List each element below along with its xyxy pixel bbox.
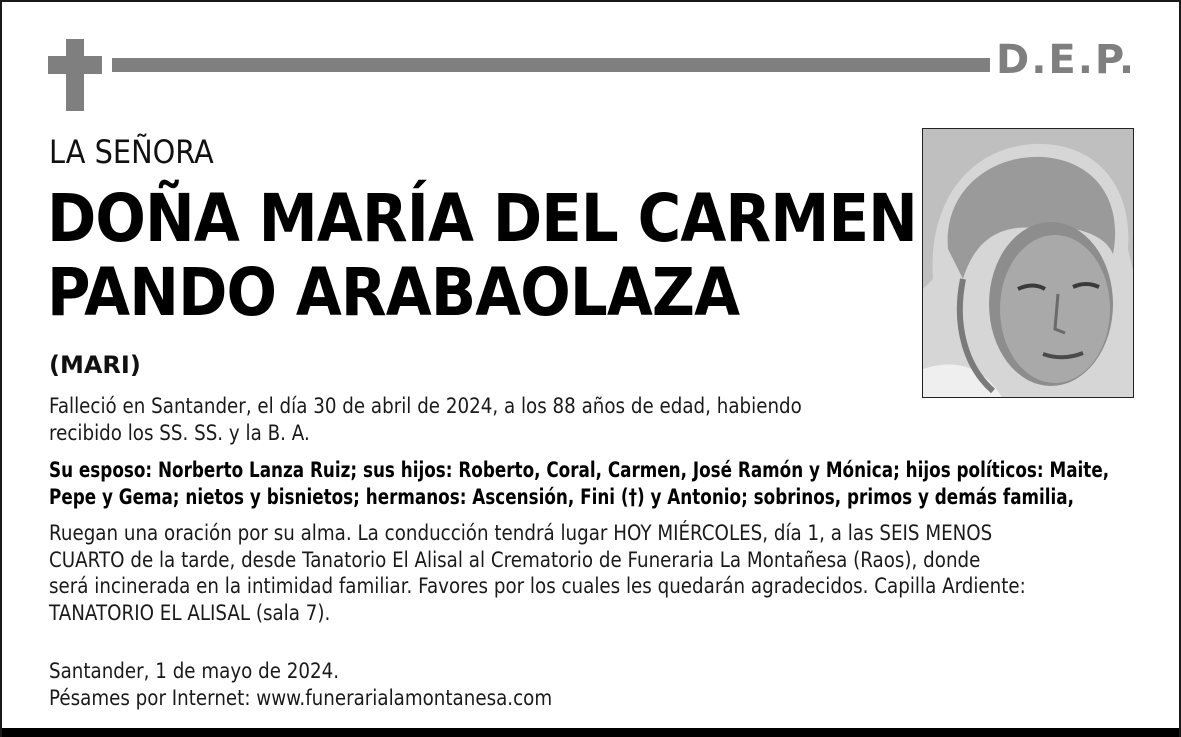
date-line: Santander, 1 de mayo de 2024. xyxy=(49,659,340,683)
condolences-link[interactable]: Pésames por Internet: www.funerarialamontanesa.com xyxy=(49,685,553,710)
header-rule xyxy=(112,58,990,72)
family-line-1: Su esposo: Norberto Lanza Ruiz; sus hijos: Roberto, Coral, Carmen, José Ramón y Mónica; hijos políticos: Maite, xyxy=(49,458,1110,482)
death-notice-line-1: Falleció en Santander, el día 30 de abril de 2024, a los 88 años de edad, habiendo xyxy=(49,394,802,418)
portrait-photo xyxy=(922,128,1134,398)
funeral-line-1: Ruegan una oración por su alma. La conducción tendrá lugar HOY MIÉRCOLES, día 1, a las SEIS MENOS xyxy=(49,521,993,545)
deceased-name-line-1: DOÑA MARÍA DEL CARMEN xyxy=(47,180,917,257)
funeral-line-4: TANATORIO EL ALISAL (sala 7). xyxy=(49,600,331,625)
family-line-2: Pepe y Gema; nietos y bisnietos; hermanos: Ascensión, Fini (†) y Antonio; sobrinos, primos y demás familia, xyxy=(49,484,1075,509)
funeral-details xyxy=(49,520,1026,626)
funeral-line-2: CUARTO de la tarde, desde Tanatorio El Alisal al Crematorio de Funeraria La Montañesa (Raos), donde xyxy=(49,547,981,572)
cross-icon xyxy=(66,39,84,111)
bottom-border xyxy=(2,728,1179,737)
title-prefix: LA SEÑORA xyxy=(49,133,214,171)
dep-label: D.E.P. xyxy=(996,37,1137,83)
death-notice xyxy=(49,393,802,446)
deceased-name xyxy=(47,182,917,330)
funeral-line-3: será incinerada en la intimidad familiar. Favores por los cuales les quedarán agradecidos. Capilla Ardiente: xyxy=(49,574,1026,598)
cross-icon-bar xyxy=(48,56,102,74)
footer xyxy=(49,658,552,711)
nickname: (MARI) xyxy=(49,351,141,379)
portrait-illustration xyxy=(923,129,1134,398)
death-notice-line-2: recibido los SS. SS. y la B. A. xyxy=(49,420,310,445)
family-list xyxy=(49,457,1109,510)
deceased-name-line-2: PANDO ARABAOLAZA xyxy=(47,254,740,331)
